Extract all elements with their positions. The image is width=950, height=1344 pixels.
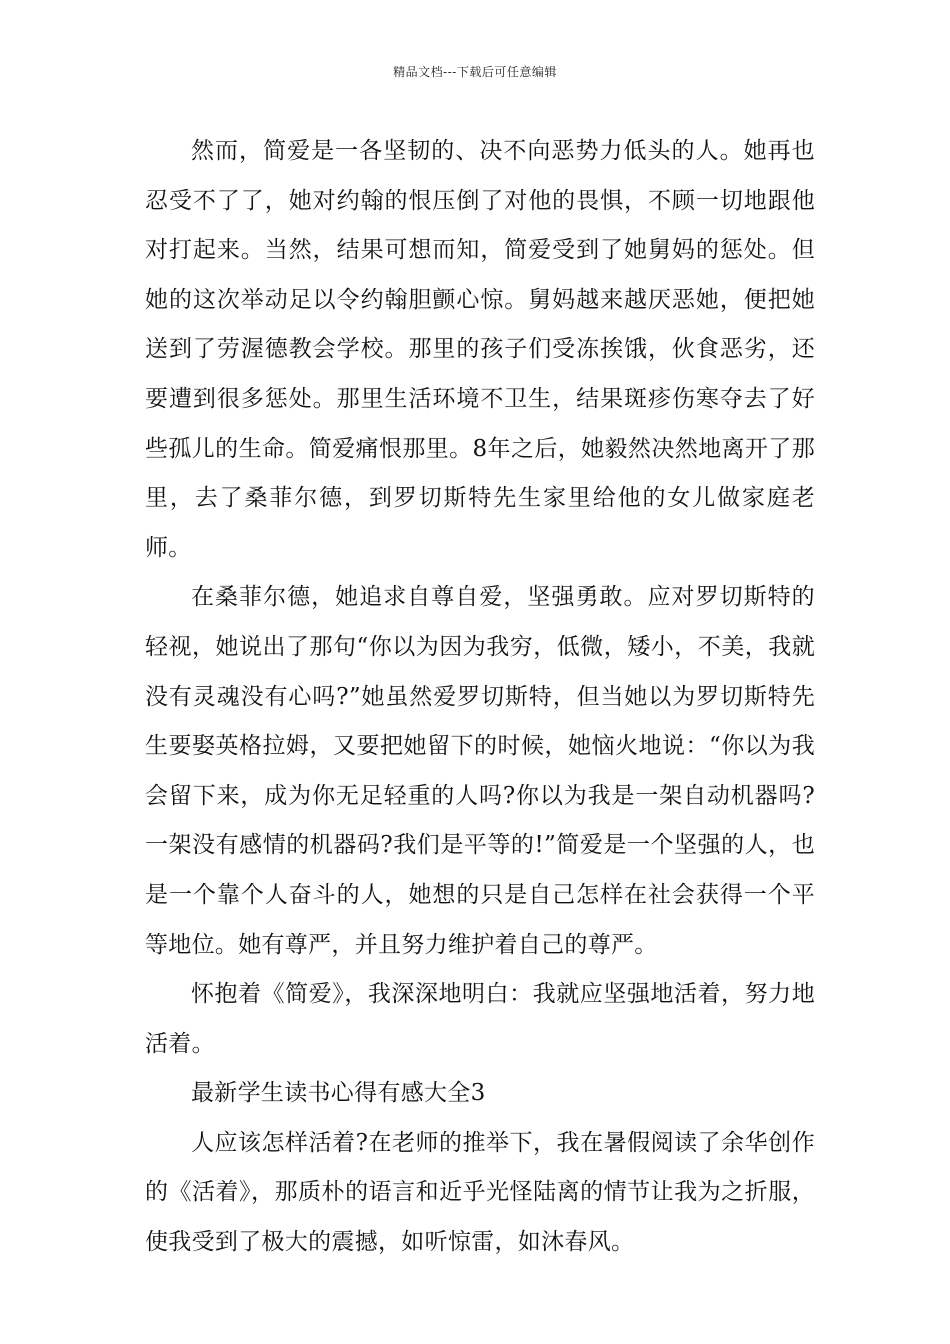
paragraph-1: 然而，简爱是一各坚韧的、决不向恶势力低头的人。她再也忍受不了了，她对约翰的恨压倒了对他的畏惧，不顾一切地跟他对打起来。当然，结果可想而知，简爱受到了她舅妈的惩处。但她的这次举动足以令约翰胆颤心惊。舅妈越来越厌恶她，便把她送到了劳渥德教会学校。那里的孩子们受冻挨饿，伙食恶劣，还要遭到很多惩处。那里生活环境不卫生，结果斑疹伤寒夺去了好些孤儿的生命。简爱痛恨那里。8年之后，她毅然决然地离开了那里，去了桑菲尔德，到罗切斯特先生家里给他的女儿做家庭老师。 (145, 138, 815, 561)
section-heading: 最新学生读书心得有感大全3 (191, 1080, 486, 1107)
page-header: 精品文档---下载后可任意编辑 (393, 65, 557, 79)
paragraph-4: 人应该怎样活着?在老师的推举下，我在暑假阅读了余华创作的《活着》，那质朴的语言和近乎光怪陆离的情节让我为之折服，使我受到了极大的震撼，如听惊雷，如沐春风。 (145, 1129, 815, 1256)
document-body (145, 127, 815, 1268)
paragraph-3: 怀抱着《简爱》，我深深地明白：我就应坚强地活着，努力地活着。 (145, 981, 815, 1057)
paragraph-2: 在桑菲尔德，她追求自尊自爱，坚强勇敢。应对罗切斯特的轻视，她说出了那句“你以为因为我穷，低微，矮小，不美，我就没有灵魂没有心吗?”她虽然爱罗切斯特，但当她以为罗切斯特先生要娶英格拉姆，又要把她留下的时候，她恼火地说：“你以为我会留下来，成为你无足轻重的人吗?你以为我是一架自动机器吗?一架没有感情的机器码?我们是平等的!”简爱是一个坚强的人，也是一个靠个人奋斗的人，她想的只是自己怎样在社会获得一个平等地位。她有尊严，并且努力维护着自己的尊严。 (145, 584, 815, 958)
